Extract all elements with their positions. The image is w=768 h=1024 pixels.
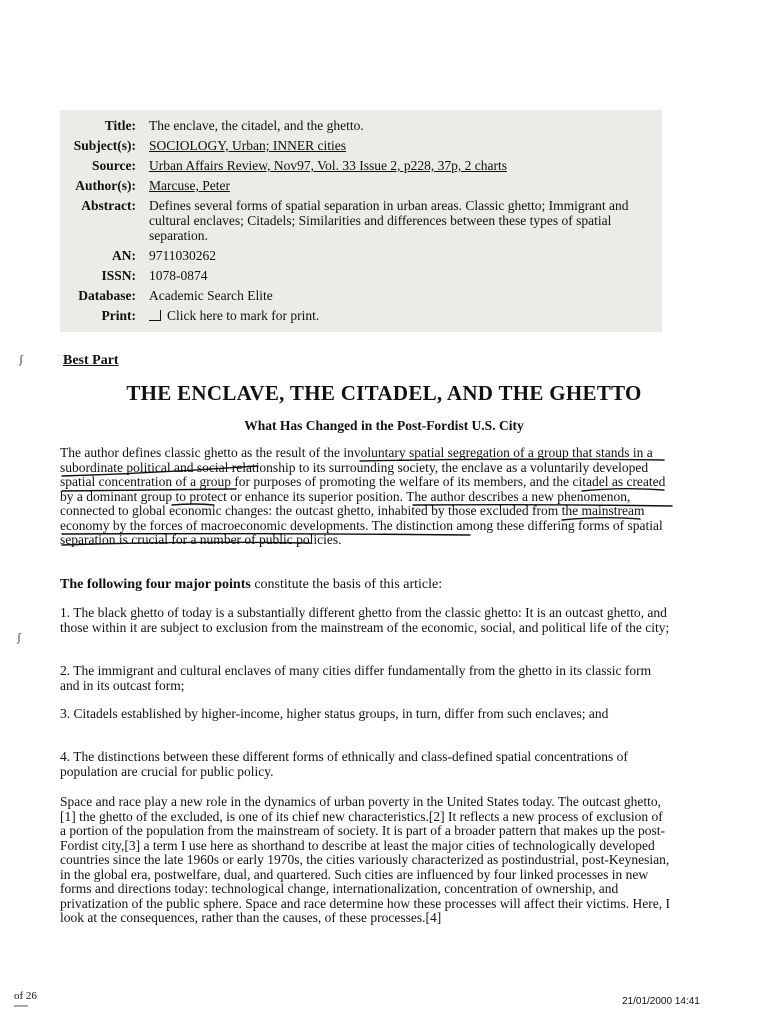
margin-tick-mark: ʃ <box>19 352 23 366</box>
meta-value-issn: 1078-0874 <box>149 268 208 283</box>
meta-value-database: Academic Search Elite <box>149 288 273 303</box>
meta-label: AN: <box>112 248 136 263</box>
article-subtitle: What Has Changed in the Post-Fordist U.S. City <box>244 418 524 433</box>
subjects-link[interactable]: SOCIOLOGY, Urban; INNER cities <box>149 138 346 153</box>
point-item-2: 2. The immigrant and cultural enclaves of many cities differ fundamentally from the ghetto in its classic form and in its outcast form; <box>60 663 652 693</box>
source-link[interactable]: Urban Affairs Review, Nov97, Vol. 33 Issue 2, p228, 37p, 2 charts <box>149 158 507 173</box>
points-heading-bold: The following four major points <box>60 577 251 592</box>
point-item-1: 1. The black ghetto of today is a substantially different ghetto from the classic ghetto: It is an outcast ghetto, and those within it are subject to exclusion from the mainstream of the economic, social, and political life of the city; <box>60 605 670 635</box>
intro-paragraph: The author defines classic ghetto as the result of the involuntary spatial segregation of a group that stands in a subordinate political and social relationship to its surrounding society, the enclave as a voluntarily developed spatial concentration of a group for purposes of promoting the welfare of its members, and the citadel as created by a dominant group to protect or enhance its superior position. The author describes a new phenomenon, connected to global economic changes: the outcast ghetto, inhabited by those excluded from the mainstream economy by the forces of macroeconomic developments. The distinction among these differing forms of spatial separation is crucial for a number of public policies. <box>60 445 666 547</box>
meta-label: Print: <box>101 308 136 323</box>
print-mark-control[interactable] <box>149 308 654 323</box>
body-paragraph: Space and race play a new role in the dynamics of urban poverty in the United States today. The outcast ghetto,[1] the ghetto of the excluded, is one of its chief new characteristics.[2] It reflects a new process of exclusion of a portion of the population from the mainstream of society. It is part of a broader pattern that makes up the post-Fordist city,[3] a term I use here as shorthand to describe at least the major cities of technologically developed countries since the late 1960s or early 1970s, the cities variously characterized as postindustrial, post-Keynesian, in the global era, postwelfare, dual, and quartered. Such cities are influenced by four linked processes in new forms and directions today: technological change, internationalization, concentration of ownership, and privatization of the public sphere. Space and race determine how these processes will affect their victims. Here, I look at the consequences, rather than the causes, of these processes.[4] <box>60 794 671 925</box>
print-checkbox[interactable] <box>149 310 161 321</box>
meta-label: Abstract: <box>81 198 136 213</box>
page-count: of 26 <box>14 990 37 1002</box>
print-timestamp: 21/01/2000 14:41 <box>622 996 700 1007</box>
meta-label: Author(s): <box>75 178 136 193</box>
meta-label: Source: <box>92 158 136 173</box>
print-label: Click here to mark for print. <box>167 308 320 323</box>
meta-value-title: The enclave, the citadel, and the ghetto. <box>149 118 364 133</box>
meta-label: ISSN: <box>101 268 136 283</box>
footer-scan-mark: ▔▔▔ <box>14 1007 28 1013</box>
point-item-3: 3. Citadels established by higher-income, higher status groups, in turn, differ from such enclaves; and <box>60 706 609 721</box>
section-label: Best Part <box>63 353 119 368</box>
meta-value-abstract: Defines several forms of spatial separation in urban areas. Classic ghetto; Immigrant and cultural enclaves; Citadels; Similarities and differences between these types of spatial separation. <box>149 198 629 243</box>
article-metadata-box <box>60 110 662 332</box>
margin-tick-mark: ʃ <box>17 630 21 644</box>
meta-value-an: 9711030262 <box>149 248 216 263</box>
article-title: THE ENCLAVE, THE CITADEL, AND THE GHETTO <box>126 381 642 405</box>
author-link[interactable]: Marcuse, Peter <box>149 178 230 193</box>
points-heading-rest: constitute the basis of this article: <box>250 577 443 592</box>
meta-label: Subject(s): <box>73 138 136 153</box>
meta-label: Title: <box>104 118 136 133</box>
meta-label: Database: <box>78 288 136 303</box>
point-item-4: 4. The distinctions between these different forms of ethnically and class-defined spatial concentrations of population are crucial for public policy. <box>60 749 628 779</box>
points-heading <box>60 577 442 593</box>
